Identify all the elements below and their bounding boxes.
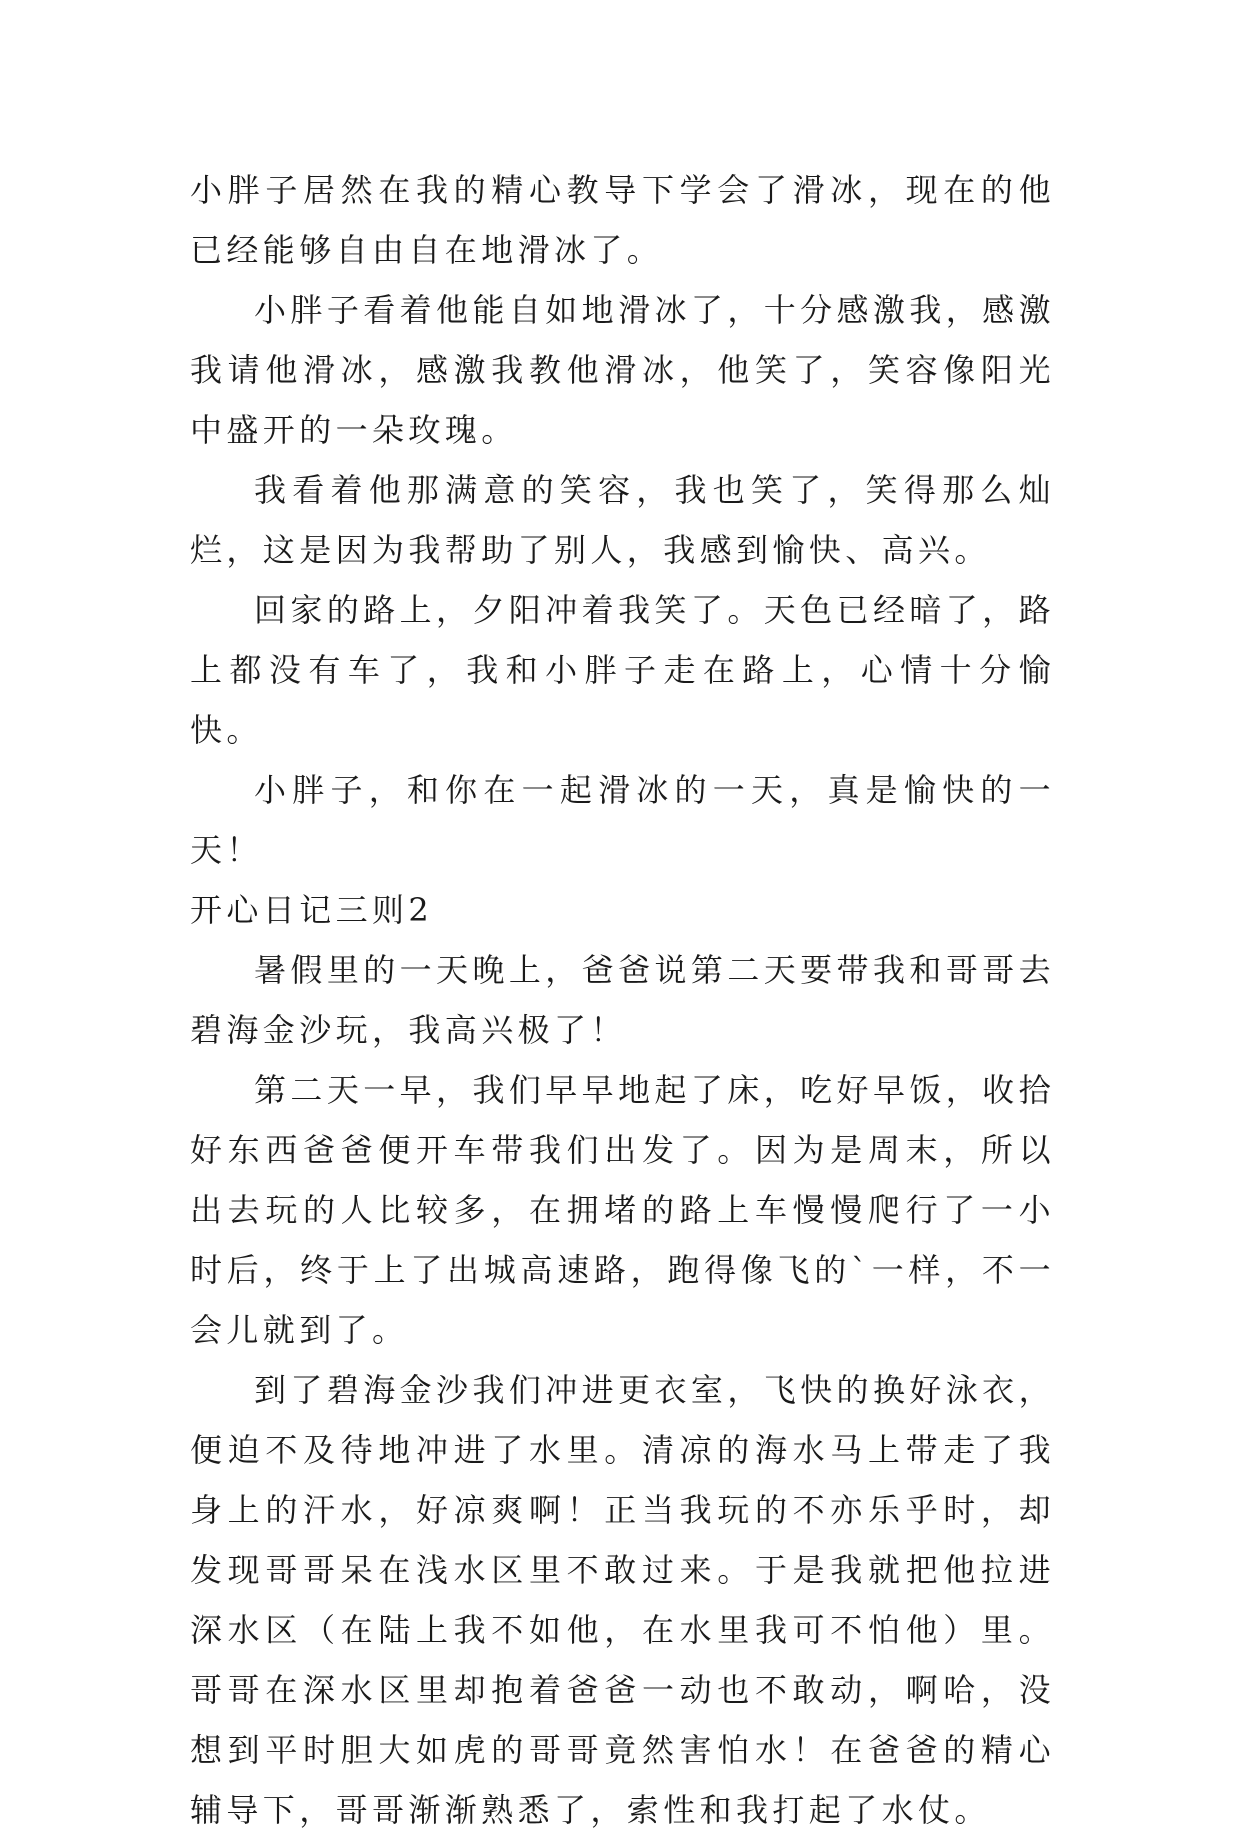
paragraph: 到了碧海金沙我们冲进更衣室，飞快的换好泳衣，便迫不及待地冲进了水里。清凉的海水马上带走了我身上的汗水，好凉爽啊！正当我玩的不亦乐乎时，却发现哥哥呆在浅水区里不敢过来。于是我就把他拉进深水区（在陆上我不如他，在水里我可不怕他）里。哥哥在深水区里却抱着爸爸一动也不敢动，啊哈，没想到平时胆大如虎的哥哥竟然害怕水！在爸爸的精心辅导下，哥哥渐渐熟悉了，索性和我打起了水仗。 bbox=[190, 1371, 1055, 1829]
section-title: 开心日记三则2 bbox=[190, 891, 434, 929]
paragraph: 回家的路上，夕阳冲着我笑了。天色已经暗了，路上都没有车了，我和小胖子走在路上，心情十分愉快。 bbox=[190, 591, 1055, 749]
document-page bbox=[190, 160, 1055, 1840]
paragraph: 小胖子，和你在一起滑冰的一天，真是愉快的一天！ bbox=[190, 771, 1055, 869]
paragraph: 小胖子看着他能自如地滑冰了，十分感激我，感激我请他滑冰，感激我教他滑冰，他笑了，笑容像阳光中盛开的一朵玫瑰。 bbox=[190, 291, 1055, 449]
paragraph: 我看着他那满意的笑容，我也笑了，笑得那么灿烂，这是因为我帮助了别人，我感到愉快、高兴。 bbox=[190, 471, 1055, 569]
paragraph: 第二天一早，我们早早地起了床，吃好早饭，收拾好东西爸爸便开车带我们出发了。因为是周末，所以出去玩的人比较多，在拥堵的路上车慢慢爬行了一小时后，终于上了出城高速路，跑得像飞的`一样，不一会儿就到了。 bbox=[190, 1071, 1055, 1349]
paragraph-continuation: 小胖子居然在我的精心教导下学会了滑冰，现在的他已经能够自由自在地滑冰了。 bbox=[190, 171, 1055, 269]
paragraph: 暑假里的一天晚上，爸爸说第二天要带我和哥哥去碧海金沙玩，我高兴极了！ bbox=[190, 951, 1055, 1049]
